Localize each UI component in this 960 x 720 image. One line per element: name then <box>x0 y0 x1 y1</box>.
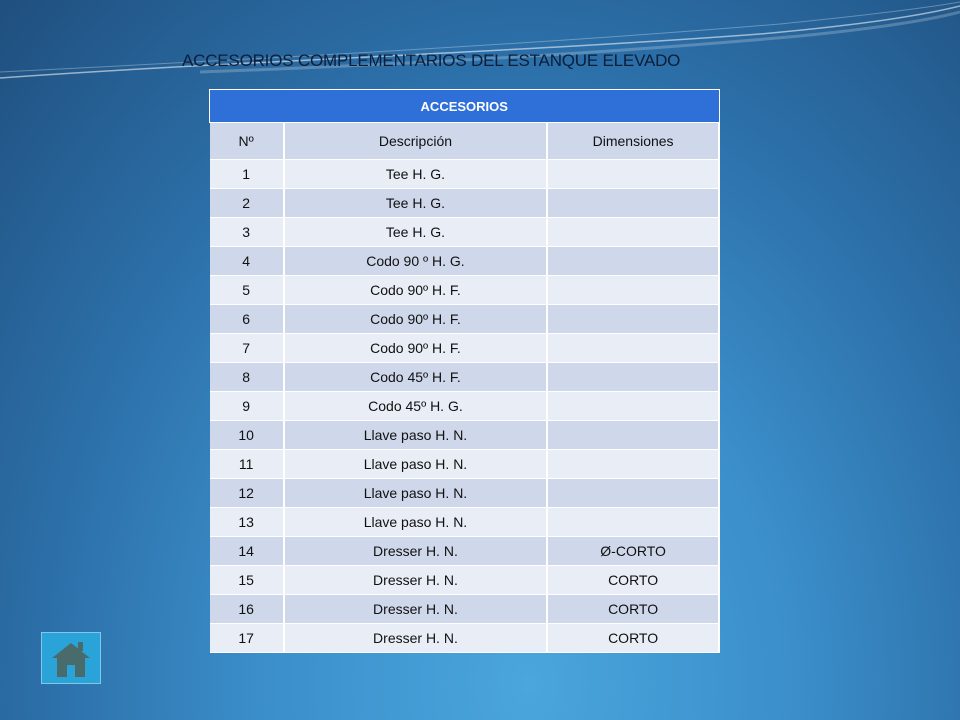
row-dimensions-cell <box>547 450 719 479</box>
row-description-cell: Llave paso H. N. <box>284 479 547 508</box>
row-number-cell: 7 <box>210 334 284 363</box>
row-dimensions-cell <box>547 334 719 363</box>
row-description-cell: Dresser H. N. <box>284 624 547 653</box>
table-row <box>210 189 720 218</box>
table-row <box>210 624 720 653</box>
row-description-cell: Codo 45º H. F. <box>284 363 547 392</box>
row-dimensions-cell <box>547 276 719 305</box>
row-description-cell: Tee H. G. <box>284 218 547 247</box>
row-number-cell: 6 <box>210 305 284 334</box>
row-dimensions-cell <box>547 363 719 392</box>
row-number-cell: 12 <box>210 479 284 508</box>
row-description-cell: Codo 90º H. F. <box>284 276 547 305</box>
row-dimensions-cell: CORTO <box>547 566 719 595</box>
row-dimensions-cell: Ø-CORTO <box>547 537 719 566</box>
table-row <box>210 479 720 508</box>
row-description-cell: Tee H. G. <box>284 160 547 189</box>
table-row <box>210 421 720 450</box>
row-dimensions-cell <box>547 421 719 450</box>
table-row <box>210 392 720 421</box>
table-row <box>210 218 720 247</box>
table-row <box>210 537 720 566</box>
row-number-cell: 4 <box>210 247 284 276</box>
row-number-cell: 9 <box>210 392 284 421</box>
row-description-cell: Codo 90 º H. G. <box>284 247 547 276</box>
row-dimensions-cell <box>547 218 719 247</box>
row-description-cell: Llave paso H. N. <box>284 421 547 450</box>
table-row <box>210 276 720 305</box>
table-row <box>210 160 720 189</box>
row-description-cell: Tee H. G. <box>284 189 547 218</box>
accessories-table <box>209 89 720 653</box>
row-number-cell: 16 <box>210 595 284 624</box>
column-header-number: Nº <box>210 123 284 160</box>
row-description-cell: Codo 45º H. G. <box>284 392 547 421</box>
page-title: ACCESORIOS COMPLEMENTARIOS DEL ESTANQUE ELEVADO <box>182 51 681 70</box>
row-number-cell: 2 <box>210 189 284 218</box>
row-number-cell: 11 <box>210 450 284 479</box>
home-icon <box>49 637 93 681</box>
row-description-cell: Codo 90º H. F. <box>284 305 547 334</box>
row-number-cell: 8 <box>210 363 284 392</box>
row-dimensions-cell <box>547 305 719 334</box>
row-number-cell: 13 <box>210 508 284 537</box>
table-row <box>210 363 720 392</box>
row-dimensions-cell <box>547 189 719 218</box>
row-number-cell: 17 <box>210 624 284 653</box>
table-row <box>210 566 720 595</box>
row-description-cell: Codo 90º H. F. <box>284 334 547 363</box>
row-description-cell: Llave paso H. N. <box>284 508 547 537</box>
row-dimensions-cell <box>547 247 719 276</box>
home-button[interactable] <box>41 632 101 684</box>
column-header-row <box>210 123 720 160</box>
table-row <box>210 595 720 624</box>
table-row <box>210 450 720 479</box>
row-number-cell: 1 <box>210 160 284 189</box>
row-description-cell: Dresser H. N. <box>284 566 547 595</box>
row-description-cell: Dresser H. N. <box>284 595 547 624</box>
row-number-cell: 5 <box>210 276 284 305</box>
row-dimensions-cell <box>547 160 719 189</box>
table-row <box>210 508 720 537</box>
table-row <box>210 305 720 334</box>
column-header-description: Descripción <box>284 123 547 160</box>
table-header: ACCESORIOS <box>210 90 720 123</box>
table-row <box>210 334 720 363</box>
row-dimensions-cell <box>547 479 719 508</box>
row-dimensions-cell: CORTO <box>547 595 719 624</box>
row-number-cell: 10 <box>210 421 284 450</box>
column-header-dimensions: Dimensiones <box>547 123 719 160</box>
row-dimensions-cell: CORTO <box>547 624 719 653</box>
table-body <box>210 160 720 653</box>
row-dimensions-cell <box>547 392 719 421</box>
row-number-cell: 15 <box>210 566 284 595</box>
row-description-cell: Dresser H. N. <box>284 537 547 566</box>
row-description-cell: Llave paso H. N. <box>284 450 547 479</box>
row-number-cell: 3 <box>210 218 284 247</box>
row-dimensions-cell <box>547 508 719 537</box>
row-number-cell: 14 <box>210 537 284 566</box>
table-row <box>210 247 720 276</box>
